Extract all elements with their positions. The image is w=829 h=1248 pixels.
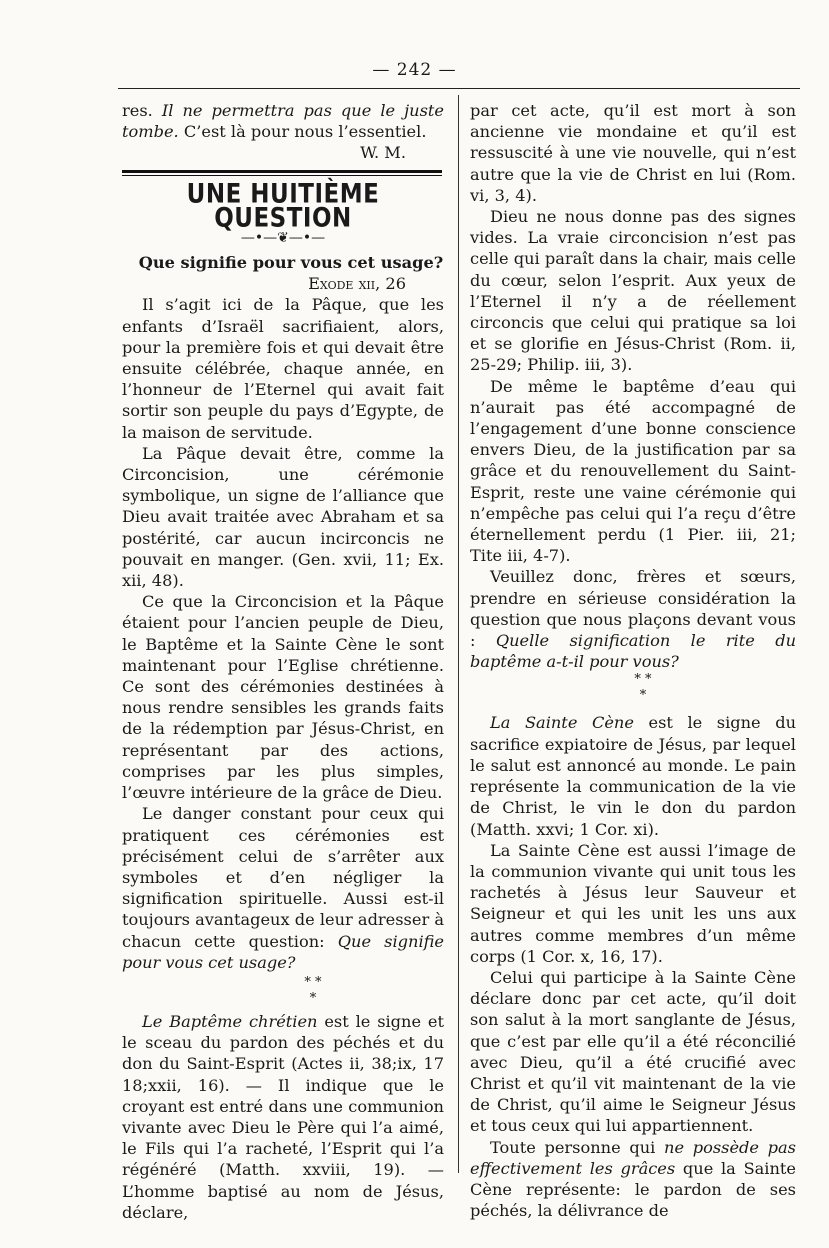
paragraph: De même le baptême d’eau qui n’aurait pas été accompagné de l’engagement d’une bonne conscience envers Dieu, de la justification par sa grâce et du renouvellement du Saint-Esprit, reste une vaine cérémonie qui n’empêche pas celui qui l’a reçu d’être éternellement perdu (1 Pier. iii, 21; Tite iii, 4-7). xyxy=(470,376,796,566)
page-number: — 242 — xyxy=(372,60,457,80)
asterism: * * * xyxy=(304,974,322,1006)
section-rule-thin xyxy=(122,175,442,176)
column-divider xyxy=(458,95,459,1173)
article-heading: UNE HUITIÈME QUESTION xyxy=(186,178,380,234)
ornament-icon: —•—❦—•— xyxy=(240,230,326,247)
paragraph: Toute personne qui ne possède pas effectivement les grâces que la Sainte Cène représente: le pardon de ses péchés, la délivrance de xyxy=(470,1137,796,1221)
right-column xyxy=(470,100,796,1221)
paragraph: La Sainte Cène est aussi l’image de la communion vivante qui unit tous les rachetés à Jésus leur Sauveur et Seigneur et qui les unit les uns aux autres comme membres d’un même corps (1 Cor. x, 16, 17). xyxy=(470,840,796,966)
paragraph: Celui qui participe à la Sainte Cène déclare donc par cet acte, qu’il doit son salut à la mort sanglante de Jésus, que c’est par elle qu’il a été réconcilié avec Dieu, qu’il a été crucifié avec Christ et qu’il vit maintenant de la vie de Christ, qu’il aime le Seigneur Jésus et tous ceux qui lui appartiennent. xyxy=(470,967,796,1136)
signature: W. M. xyxy=(360,143,406,163)
paragraph: Ce que la Circoncision et la Pâque étaient pour l’ancien peuple de Dieu, le Baptême et la Sainte Cène le sont maintenant pour l’Eglise chrétienne. Ce sont des cérémonies destinées à nous rendre sensibles les grands faits de la rédemption par Jésus-Christ, en représentant par des actions, comprises par les plus simples, l’œuvre intérieure de la grâce de Dieu. xyxy=(122,592,444,803)
asterism: * * * xyxy=(634,672,652,704)
paragraph: Il s’agit ici de la Pâque, que les enfants d’Israël sacrifiaient, alors, pour la première fois et qui devait être ensuite célébrée, chaque année, en l’honneur de l’Eternel qui avait fait sortir son peuple du pays d’Egypte, de la maison de servitude. xyxy=(122,295,444,442)
paragraph: Le danger constant pour ceux qui pratiquent ces cérémonies est précisément celui de s’arrêter aux symboles et d’en négliger la signification spirituelle. Aussi est-il toujours avantageux de leur adresser à chacun cette question: Que signifie pour vous cet usage? xyxy=(122,804,445,972)
paragraph: res. Il ne permettra pas que le juste tombe. C’est là pour nous l’essentiel. xyxy=(122,101,444,142)
paragraph: par cet acte, qu’il est mort à son ancienne vie mondaine et qu’il est ressuscité à une vie nouvelle, qui n’est autre que la vie de Christ en lui (Rom. vi, 3, 4). xyxy=(470,101,796,205)
paragraph: La Pâque devait être, comme la Circoncision, une cérémonie symbolique, un signe de l’alliance que Dieu avait traitée avec Abraham et sa postérité, car aucun incirconcis ne pouvait en manger. (Gen. xvii, 11; Ex. xii, 48). xyxy=(122,443,444,591)
article-question: Que signifie pour vous cet usage? xyxy=(138,253,444,273)
header-rule xyxy=(118,88,800,89)
paragraph: Le Baptême chrétien est le signe et le sceau du pardon des péchés et du don du Saint-Esprit (Actes ii, 38;ix, 17 18;xxii, 16). — Il indique que le croyant est entré dans une communion vivante avec Dieu le Père qui l’a aimé, le Fils qui l’a racheté, l’Esprit qui l’a régénéré (Matth. xxviii, 19). — L’homme baptisé au nom de Jésus, déclare, xyxy=(122,1011,444,1222)
scripture-reference: Exode xii, 26 xyxy=(308,274,406,294)
paragraph: Dieu ne nous donne pas des signes vides. La vraie circoncision n’est pas celle qui paraît dans la chair, mais celle du cœur, selon l’esprit. Aux yeux de l’Eternel il n’y a de réellement circoncis que celui qui pratique sa loi et se glorifie en Jésus-Christ (Rom. ii, 25-29; Philip. iii, 3). xyxy=(470,207,796,375)
left-column xyxy=(122,100,444,1223)
paragraph: Veuillez donc, frères et sœurs, prendre en sérieuse considération la question que nous plaçons devant vous : Quelle signification le rite du baptême a-t-il pour vous? xyxy=(470,567,796,672)
section-rule-thick xyxy=(122,170,442,173)
paragraph: La Sainte Cène est le signe du sacrifice expiatoire de Jésus, par lequel le salut est annoncé au monde. Le pain représente la communication de la vie de Christ, le vin le don du pardon (Matth. xxvi; 1 Cor. xi). xyxy=(470,713,796,839)
